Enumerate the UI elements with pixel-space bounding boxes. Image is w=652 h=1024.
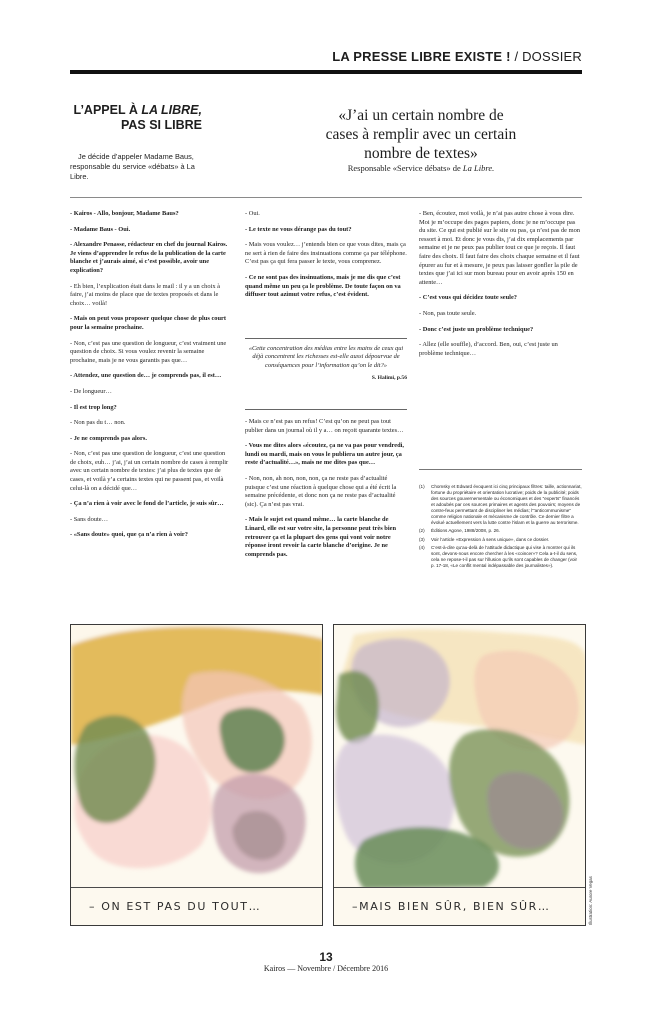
paragraph: - Madame Baus - Oui. xyxy=(70,225,131,233)
watercolor-illustration-2 xyxy=(334,625,586,889)
header-separator: / xyxy=(514,49,519,64)
paragraph: - Alexandre Penasse, rédacteur en chef du journal Kairos. Je viens d’apprendre le refus de la publication de la carte blanche et j’aurais aimé, si c’est possible, avoir une explication? xyxy=(70,241,228,274)
footer-publication: Kairos — Novembre / Décembre 2016 xyxy=(263,964,389,973)
footnote-text: Voir l’article «Expression à sens unique», dans ce dossier. xyxy=(431,536,550,542)
footnote xyxy=(419,528,582,534)
paragraph: - Eh bien, l’explication était dans le mail : il y a un choix à faire, j’ai moins de place que de textes proposés et dans le choix… voilà! xyxy=(70,282,220,307)
article-column-1 xyxy=(70,210,232,547)
paragraph: - Il est trop long? xyxy=(70,403,117,411)
article-column-2-top xyxy=(245,210,407,307)
section-title-line2: PAS SI LIBRE xyxy=(120,118,202,132)
paragraph: - Vous me dites alors «écoutez, ça ne va pas pour vendredi, lundi ou mardi, mais on vous le publiera un autre jour, ça reste d’actualité…», mais ne me dites pas que… xyxy=(245,442,404,467)
paragraph: - Non, non, ah non, non, non, ça ne reste pas d’actualité puisque c’est une réaction à quelque chose qui a été écrit la semaine précédente, et donc non ça ne reste pas d’actualité (sic). Ça n’est pas vrai. xyxy=(245,474,397,508)
footnote xyxy=(419,545,582,569)
paragraph: - Donc c’est juste un problème technique? xyxy=(419,325,534,333)
paragraph: - Mais vous voulez… j’entends bien ce que vous dites, mais ça ne sert à rien de faire des insinuations comme ça par téléphone. C’est pas ça qui fera passer le texte, vous comprenez. xyxy=(245,241,407,266)
illustration-panel-2 xyxy=(333,624,586,926)
article-column-2-bottom xyxy=(245,418,407,566)
inset-quote xyxy=(245,338,407,410)
paragraph: - Le texte ne vous dérange pas du tout? xyxy=(245,225,352,233)
paragraph: - Non, pas toute seule. xyxy=(419,309,477,317)
paragraph: - Ça n’a rien à voir avec le fond de l’article, je suis sûr… xyxy=(70,500,224,508)
inset-quote-author: S. Halimi, p.56 xyxy=(371,375,407,382)
page-number: 13 xyxy=(319,950,333,964)
paragraph: - Mais ce n’est pas un refus! C’est qu’on ne peut pas tout publier dans un journal où il y a… on reçoit quarante textes… xyxy=(245,418,404,434)
footnote xyxy=(419,484,582,526)
paragraph: - Allez (elle souffle), d’accord. Ben, oui, c’est juste un problème technique… xyxy=(419,341,558,357)
illustration-panel-1 xyxy=(70,624,323,926)
paragraph: - Mais on peut vous proposer quelque chose de plus court pour la semaine prochaine. xyxy=(70,315,226,331)
attribution-publication: La Libre. xyxy=(462,163,495,173)
footnote-text: C’est-à-dire qu’au-delà de l’attitude didactique qui vise à montrer qui ils sont, devons-nous encore chercher à les «coincer»? Cela a-t-il du sens, cela ne repose-t-il pas sur l’illusion qu’ils sont capables de changer (voir p. 17-18, «Le conflit mental indépassable des journalistes»). xyxy=(431,545,578,569)
paragraph: - Non, c’est pas une question de longueur, c’est vraiment une question de choix. Si vous voulez revenir la semaine prochaine, mais je ne vous garantis pas que… xyxy=(70,339,227,364)
section-title xyxy=(70,103,202,133)
illustration-caption: – ON EST PAS DU TOUT… xyxy=(71,887,322,925)
pull-quote: «J’ai un certain nombre de cases à remplir avec un certain nombre de textes» xyxy=(325,107,517,162)
attribution-text: Responsable «Service débats» de xyxy=(347,163,463,173)
illustration-caption: –MAIS BIEN SÛR, BIEN SÛR… xyxy=(334,887,585,925)
page-header xyxy=(332,49,582,64)
section-title-em: LA LIBRE, xyxy=(141,103,202,117)
article-column-3 xyxy=(419,210,582,365)
footnote-number: (4) xyxy=(419,545,425,551)
paragraph: - Ben, écoutez, moi voilà, je n’ai pas autre chose à vous dire. Moi je m’occupe des pages papiers, donc je ne m’occupe pas du site. Ce qui est publié sur le site ou pas, ça n’est pas de mon ressort à moi. Et donc je vous dis, j’ai dix emplacements par semaine et je ne peux pas publier tout ce que je reçois. Il faut faire des choix. Il faut faire des choix chaque semaine et il faut épurer au fur et à mesure, je peux pas laisser gonfler la pile de textes que j’ai ici sur mon bureau pour en avoir après 150 en attente… xyxy=(419,210,580,286)
pull-quote-attribution xyxy=(322,163,520,173)
paragraph: - Non, c’est pas une question de longueur, c’est une question de choix, euh… j’ai, j’ai un certain nombre de cases à remplir avec un certain nombre de textes: j’ai plus de textes que de cases, et voilà y’a certains textes qui ne passent pas, et voilà celui-là on a décidé que… xyxy=(70,450,229,492)
footnote xyxy=(419,537,582,543)
paragraph: - Attendez, une question de… je comprends pas, il est… xyxy=(70,372,222,380)
footnote-number: (3) xyxy=(419,536,425,542)
paragraph: - Kairos - Allo, bonjour, Madame Baus? xyxy=(70,210,179,217)
paragraph: - De longueur… xyxy=(70,387,112,395)
section-intro: Je décide d’appeler Madame Baus, responsable du service «débats» à La Libre. xyxy=(70,152,195,181)
paragraph: - Sans doute… xyxy=(70,515,108,523)
section-title-pre: L’APPEL À xyxy=(73,103,142,117)
paragraph: - «Sans doute» quoi, que ça n’a rien à voir? xyxy=(70,531,188,539)
paragraph: - C’est vous qui décidez toute seule? xyxy=(419,294,517,302)
paragraph: - Non pas du t… non. xyxy=(70,419,126,427)
footnote-text: Chomsky et Edward évoquent ici cinq principaux filtres: taille, actionnariat, fortune du propriétaire et orientation lucrative; poids de la publicité; poids des sources gouvernementale ou économiques et des "experts" financés et adoubés par ces sources primaires et agents des pouvoirs; moyens de contre-feux permettant de discipliner les médias; l'"anticommunisme" comme religion nationale et mécanisme de contrôle. Ce dernier filtre a évolué actuellement vers la lutte contre l'islam et la guerre au terrorisme. xyxy=(431,484,582,525)
footnote-text: Éditions Agone, 1988/2008, p. 26. xyxy=(431,528,500,534)
footnote-number: (2) xyxy=(419,528,425,534)
paragraph: - Oui. xyxy=(245,210,260,217)
paragraph: - Je ne comprends pas alors. xyxy=(70,434,147,442)
footnotes xyxy=(419,484,582,572)
footnotes-rule xyxy=(419,469,582,470)
footnote-number: (1) xyxy=(419,484,425,489)
header-section: DOSSIER xyxy=(522,49,582,64)
watercolor-illustration-1 xyxy=(71,625,323,889)
paragraph: - Ce ne sont pas des insinuations, mais je me dis que c’est quand même un peu ça le problème. De toute façon on va diffuser tout azimut votre refus, c’est évident. xyxy=(245,273,401,299)
illustration-credit: Illustration: Aurore Vegas xyxy=(588,876,593,925)
inset-quote-text: «Cette concentration des médias entre les mains de ceux qui déjà concentrent les richesses est-elle aussi dépourvue de conséquences pour l’information qu’on le dit?» xyxy=(248,345,404,369)
paragraph: - Mais le sujet est quand même… la carte blanche de Linard, elle est sur votre site, la personne peut très bien retrouver ça et la plupart des gens qui vont voir notre réponse iront revoir la carte blanche d’origine. Je ne comprends pas. xyxy=(245,516,396,558)
divider-rule xyxy=(70,197,582,198)
header-title: LA PRESSE LIBRE EXISTE ! xyxy=(332,49,511,64)
header-rule xyxy=(70,70,582,74)
